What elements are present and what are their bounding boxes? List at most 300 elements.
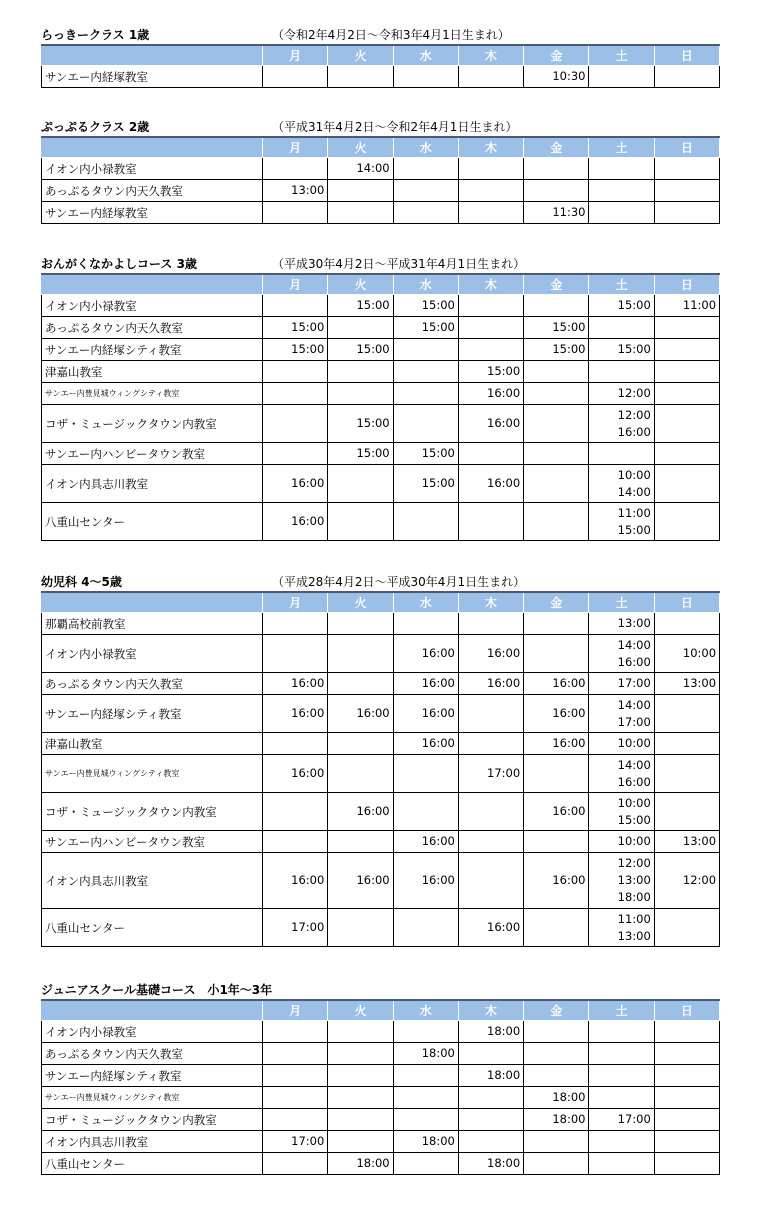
lesson-time-cell xyxy=(328,613,393,635)
weekday-header: 水 xyxy=(393,1000,458,1021)
weekday-header: 金 xyxy=(524,137,589,158)
lesson-time-cell xyxy=(458,405,523,443)
lesson-time: 17:00 xyxy=(291,920,325,934)
lesson-time: 13:00 xyxy=(682,834,717,848)
classroom-name: コザ・ミュージックタウン内教室 xyxy=(42,1109,263,1131)
lesson-time-cell xyxy=(263,180,328,202)
lesson-time-cell xyxy=(654,66,719,88)
lesson-time-cell xyxy=(393,695,458,733)
classroom-name: イオン内小禄教室 xyxy=(42,635,263,673)
lesson-time-cell xyxy=(458,909,523,947)
lesson-time-cell xyxy=(393,405,458,443)
lesson-time-cell xyxy=(524,909,589,947)
lesson-time-cell xyxy=(654,755,719,793)
lesson-time-cell xyxy=(393,339,458,361)
lesson-time: 15:00 xyxy=(552,320,586,334)
classroom-name: サンエー内豊見城ウィングシティ教室 xyxy=(42,1087,263,1109)
lesson-time-cell xyxy=(263,339,328,361)
classroom-name: サンエー内豊見城ウィングシティ教室 xyxy=(42,383,263,405)
schedule-section xyxy=(41,116,719,224)
classroom-name: サンエー内ハンビータウン教室 xyxy=(42,831,263,853)
lesson-time-cell xyxy=(589,383,654,405)
schedule-section xyxy=(41,253,719,541)
lesson-time-cell xyxy=(393,733,458,755)
classroom-row xyxy=(42,443,720,465)
lesson-time: 16:00 xyxy=(487,476,521,490)
lesson-time-cell xyxy=(393,831,458,853)
classroom-row xyxy=(42,202,720,224)
lesson-time-cell xyxy=(524,503,589,541)
weekday-header: 火 xyxy=(328,592,393,613)
lesson-time: 15:00 xyxy=(291,342,325,356)
lesson-time-cell xyxy=(393,853,458,909)
weekday-header: 火 xyxy=(328,274,393,295)
classroom-name: あっぷるタウン内天久教室 xyxy=(42,1043,263,1065)
lesson-time-cell xyxy=(263,673,328,695)
lesson-time-cell xyxy=(458,180,523,202)
lesson-time-cell xyxy=(263,1043,328,1065)
lesson-time: 11:00 xyxy=(617,911,651,926)
classroom-name: イオン内小禄教室 xyxy=(42,295,263,317)
lesson-time: 15:00 xyxy=(421,320,455,334)
lesson-time: 16:00 xyxy=(356,873,390,887)
lesson-time-cell xyxy=(393,443,458,465)
lesson-time-cell xyxy=(458,1043,523,1065)
weekday-header: 木 xyxy=(458,1000,523,1021)
classroom-column-header xyxy=(42,137,263,158)
lesson-time-cell xyxy=(393,1109,458,1131)
lesson-time-cell xyxy=(458,1021,523,1043)
lesson-time-cell xyxy=(328,1043,393,1065)
weekday-header: 水 xyxy=(393,592,458,613)
lesson-time: 16:00 xyxy=(552,804,586,818)
classroom-row xyxy=(42,1043,720,1065)
lesson-time-cell xyxy=(524,339,589,361)
lesson-time: 16:00 xyxy=(291,514,325,528)
lesson-time-cell xyxy=(393,1065,458,1087)
lesson-time-cell xyxy=(524,317,589,339)
lesson-time-cell xyxy=(393,909,458,947)
classroom-name: イオン内小禄教室 xyxy=(42,158,263,180)
classroom-column-header xyxy=(42,1000,263,1021)
lesson-time-cell xyxy=(328,361,393,383)
weekday-header: 火 xyxy=(328,45,393,66)
classroom-row xyxy=(42,66,720,88)
lesson-time-cell xyxy=(458,1153,523,1175)
lesson-time: 10:00 xyxy=(682,646,717,660)
lesson-time-cell xyxy=(328,339,393,361)
lesson-time-cell xyxy=(524,405,589,443)
lesson-time-cell xyxy=(458,695,523,733)
lesson-time-cell xyxy=(458,1131,523,1153)
classroom-name: あっぷるタウン内天久教室 xyxy=(42,673,263,695)
lesson-time-cell xyxy=(589,1087,654,1109)
lesson-time-cell xyxy=(458,339,523,361)
lesson-time-cell xyxy=(654,853,719,909)
schedule-section xyxy=(41,571,719,947)
lesson-time-cell xyxy=(328,1065,393,1087)
lesson-time-cell xyxy=(328,295,393,317)
lesson-time-cell xyxy=(263,383,328,405)
lesson-time-cell xyxy=(524,1065,589,1087)
lesson-time-cell xyxy=(589,755,654,793)
lesson-time-cell xyxy=(654,695,719,733)
lesson-time: 17:00 xyxy=(291,1134,325,1148)
lesson-time: 13:00 xyxy=(617,873,651,887)
lesson-time: 15:00 xyxy=(356,446,390,460)
lesson-time-cell xyxy=(328,503,393,541)
classroom-name: あっぷるタウン内天久教室 xyxy=(42,317,263,339)
classroom-name: サンエー内経塚教室 xyxy=(42,66,263,88)
lesson-time-cell xyxy=(589,909,654,947)
lesson-time-cell xyxy=(328,405,393,443)
lesson-time-cell xyxy=(328,793,393,831)
classroom-row xyxy=(42,853,720,909)
weekday-header: 金 xyxy=(524,1000,589,1021)
weekday-header: 木 xyxy=(458,274,523,295)
lesson-time: 18:00 xyxy=(552,1090,586,1104)
lesson-time-cell xyxy=(589,635,654,673)
classroom-row xyxy=(42,1065,720,1087)
weekday-header: 土 xyxy=(589,274,654,295)
lesson-time: 16:00 xyxy=(291,873,325,887)
lesson-time-cell xyxy=(393,503,458,541)
lesson-time-cell xyxy=(263,66,328,88)
schedule-table xyxy=(41,591,720,947)
lesson-time-cell xyxy=(654,503,719,541)
lesson-time: 14:00 xyxy=(356,161,390,175)
lesson-time-cell xyxy=(524,66,589,88)
weekday-header-row xyxy=(42,592,720,613)
lesson-time: 18:00 xyxy=(487,1024,521,1038)
lesson-time-cell xyxy=(589,66,654,88)
weekday-header: 水 xyxy=(393,45,458,66)
weekday-header-row xyxy=(42,1000,720,1021)
lesson-time-cell xyxy=(589,831,654,853)
weekday-header: 金 xyxy=(524,274,589,295)
lesson-time-cell xyxy=(393,383,458,405)
lesson-time-cell xyxy=(589,180,654,202)
lesson-time-cell xyxy=(328,1153,393,1175)
weekday-header: 日 xyxy=(654,137,719,158)
lesson-time-cell xyxy=(458,635,523,673)
lesson-time-cell xyxy=(654,295,719,317)
section-title: おんがくなかよしコース 3歳 xyxy=(41,257,197,271)
lesson-time: 16:00 xyxy=(552,676,586,690)
classroom-name: 那覇高校前教室 xyxy=(42,613,263,635)
classroom-row xyxy=(42,405,720,443)
weekday-header-row xyxy=(42,45,720,66)
lesson-time: 13:00 xyxy=(617,616,651,630)
lesson-time-cell xyxy=(328,755,393,793)
lesson-time-cell xyxy=(263,405,328,443)
lesson-time-cell xyxy=(524,295,589,317)
lesson-time-cell xyxy=(458,793,523,831)
lesson-time-cell xyxy=(524,1087,589,1109)
lesson-time-cell xyxy=(328,465,393,503)
section-birth-range: （平成28年4月2日～平成30年4月1日生まれ） xyxy=(272,575,526,589)
classroom-name: コザ・ミュージックタウン内教室 xyxy=(42,405,263,443)
lesson-time: 18:00 xyxy=(421,1134,455,1148)
lesson-time-cell xyxy=(458,383,523,405)
lesson-time-cell xyxy=(654,383,719,405)
classroom-row xyxy=(42,1131,720,1153)
classroom-name: イオン内具志川教室 xyxy=(42,465,263,503)
lesson-time-cell xyxy=(263,295,328,317)
lesson-time: 16:00 xyxy=(356,804,390,818)
schedule-section xyxy=(41,979,719,1175)
lesson-time: 12:00 xyxy=(617,386,651,400)
lesson-time-cell xyxy=(458,361,523,383)
lesson-time: 16:00 xyxy=(552,706,586,720)
lesson-time: 10:00 xyxy=(617,834,651,848)
lesson-time-cell xyxy=(654,793,719,831)
lesson-time-cell xyxy=(524,613,589,635)
lesson-time: 15:00 xyxy=(617,298,651,312)
lesson-time-cell xyxy=(393,361,458,383)
classroom-name: サンエー内経塚シティ教室 xyxy=(42,339,263,361)
lesson-time: 16:00 xyxy=(552,736,586,750)
lesson-time-cell xyxy=(263,443,328,465)
lesson-time-cell xyxy=(524,1109,589,1131)
lesson-time-cell xyxy=(524,1021,589,1043)
weekday-header: 土 xyxy=(589,592,654,613)
lesson-time-cell xyxy=(524,853,589,909)
lesson-time-cell xyxy=(589,443,654,465)
lesson-time-cell xyxy=(589,503,654,541)
lesson-time-cell xyxy=(458,317,523,339)
classroom-row xyxy=(42,158,720,180)
lesson-time: 16:00 xyxy=(291,676,325,690)
lesson-time: 15:00 xyxy=(421,298,455,312)
lesson-time-cell xyxy=(654,1043,719,1065)
lesson-time-cell xyxy=(589,793,654,831)
lesson-time: 18:00 xyxy=(487,1156,521,1170)
lesson-time: 15:00 xyxy=(421,446,455,460)
classroom-name: イオン内小禄教室 xyxy=(42,1021,263,1043)
weekday-header: 月 xyxy=(263,274,328,295)
lesson-time: 11:30 xyxy=(552,205,586,219)
classroom-name: 津嘉山教室 xyxy=(42,361,263,383)
section-title: らっきークラス 1歳 xyxy=(41,28,150,42)
lesson-time: 10:00 xyxy=(617,736,651,750)
lesson-time: 12:00 xyxy=(682,873,717,887)
lesson-time: 16:00 xyxy=(291,706,325,720)
lesson-time-cell xyxy=(393,1087,458,1109)
lesson-time-cell xyxy=(589,339,654,361)
lesson-time-cell xyxy=(654,405,719,443)
classroom-row xyxy=(42,295,720,317)
lesson-time-cell xyxy=(263,635,328,673)
lesson-time-cell xyxy=(654,909,719,947)
lesson-time: 15:00 xyxy=(617,522,651,537)
lesson-time-cell xyxy=(654,180,719,202)
weekday-header: 月 xyxy=(263,45,328,66)
weekday-header: 日 xyxy=(654,274,719,295)
section-header xyxy=(41,116,719,136)
lesson-time-cell xyxy=(524,158,589,180)
lesson-time: 16:00 xyxy=(617,654,651,669)
section-header xyxy=(41,253,719,273)
lesson-time-cell xyxy=(393,317,458,339)
lesson-time-cell xyxy=(458,66,523,88)
lesson-time-cell xyxy=(589,202,654,224)
lesson-time-cell xyxy=(654,317,719,339)
lesson-time-cell xyxy=(654,443,719,465)
lesson-time-cell xyxy=(524,635,589,673)
lesson-time: 16:00 xyxy=(617,774,651,789)
weekday-header: 木 xyxy=(458,137,523,158)
weekday-header: 土 xyxy=(589,45,654,66)
lesson-time: 15:00 xyxy=(421,476,455,490)
classroom-row xyxy=(42,503,720,541)
lesson-time-cell xyxy=(654,158,719,180)
lesson-time-cell xyxy=(328,673,393,695)
lesson-time-cell xyxy=(654,339,719,361)
lesson-time-cell xyxy=(328,66,393,88)
classroom-name: イオン内具志川教室 xyxy=(42,853,263,909)
lesson-time-cell xyxy=(328,1087,393,1109)
lesson-time-cell xyxy=(524,202,589,224)
lesson-time-cell xyxy=(328,383,393,405)
classroom-name: サンエー内経塚シティ教室 xyxy=(42,1065,263,1087)
lesson-time-cell xyxy=(524,1153,589,1175)
lesson-time-cell xyxy=(263,1109,328,1131)
lesson-time-cell xyxy=(589,673,654,695)
lesson-time-cell xyxy=(589,1109,654,1131)
weekday-header-row xyxy=(42,274,720,295)
classroom-row xyxy=(42,909,720,947)
weekday-header: 月 xyxy=(263,592,328,613)
classroom-name: サンエー内ハンビータウン教室 xyxy=(42,443,263,465)
lesson-time-cell xyxy=(328,909,393,947)
classroom-row xyxy=(42,613,720,635)
schedule-table xyxy=(41,999,720,1175)
lesson-time-cell xyxy=(393,613,458,635)
lesson-time-cell xyxy=(654,202,719,224)
lesson-time-cell xyxy=(524,443,589,465)
classroom-row xyxy=(42,755,720,793)
lesson-time-cell xyxy=(393,635,458,673)
weekday-header: 水 xyxy=(393,137,458,158)
lesson-time-cell xyxy=(328,853,393,909)
lesson-time-cell xyxy=(458,202,523,224)
classroom-name: 八重山センター xyxy=(42,503,263,541)
lesson-time: 14:00 xyxy=(617,637,651,652)
lesson-time: 16:00 xyxy=(291,766,325,780)
lesson-time-cell xyxy=(263,1131,328,1153)
lesson-time: 16:00 xyxy=(617,424,651,439)
lesson-time: 16:00 xyxy=(487,920,521,934)
classroom-row xyxy=(42,793,720,831)
lesson-time: 16:00 xyxy=(291,476,325,490)
lesson-time-cell xyxy=(589,1153,654,1175)
section-header xyxy=(41,979,719,999)
lesson-time-cell xyxy=(589,465,654,503)
lesson-time-cell xyxy=(458,295,523,317)
weekday-header-row xyxy=(42,137,720,158)
classroom-column-header xyxy=(42,592,263,613)
lesson-time-cell xyxy=(458,733,523,755)
weekday-header: 木 xyxy=(458,45,523,66)
section-header xyxy=(41,24,719,44)
classroom-column-header xyxy=(42,45,263,66)
lesson-time-cell xyxy=(654,465,719,503)
lesson-time-cell xyxy=(393,1153,458,1175)
lesson-time-cell xyxy=(263,909,328,947)
lesson-time-cell xyxy=(524,383,589,405)
lesson-time: 15:00 xyxy=(617,342,651,356)
classroom-row xyxy=(42,317,720,339)
lesson-time-cell xyxy=(393,1021,458,1043)
lesson-time-cell xyxy=(524,180,589,202)
lesson-time-cell xyxy=(458,1109,523,1131)
lesson-time-cell xyxy=(458,613,523,635)
lesson-time-cell xyxy=(589,158,654,180)
classroom-name: 津嘉山教室 xyxy=(42,733,263,755)
section-title: ぷっぷるクラス 2歳 xyxy=(41,120,150,134)
weekday-header: 木 xyxy=(458,592,523,613)
schedule-table xyxy=(41,44,720,88)
lesson-time-cell xyxy=(263,503,328,541)
lesson-time: 15:00 xyxy=(356,416,390,430)
lesson-time-cell xyxy=(524,793,589,831)
lesson-time: 18:00 xyxy=(356,1156,390,1170)
weekday-header: 金 xyxy=(524,592,589,613)
lesson-time: 15:00 xyxy=(487,364,521,378)
lesson-time-cell xyxy=(589,853,654,909)
section-title: 幼児科 4～5歳 xyxy=(41,575,122,589)
lesson-time-cell xyxy=(524,695,589,733)
classroom-name: あっぷるタウン内天久教室 xyxy=(42,180,263,202)
lesson-time-cell xyxy=(263,695,328,733)
lesson-time-cell xyxy=(654,1021,719,1043)
lesson-time: 12:00 xyxy=(617,856,651,870)
lesson-time-cell xyxy=(393,673,458,695)
lesson-time: 17:00 xyxy=(617,676,651,690)
weekday-header: 金 xyxy=(524,45,589,66)
lesson-time: 15:00 xyxy=(356,298,390,312)
weekday-header: 日 xyxy=(654,592,719,613)
lesson-time: 18:00 xyxy=(421,1046,455,1060)
lesson-time-cell xyxy=(654,613,719,635)
lesson-time: 16:00 xyxy=(487,416,521,430)
lesson-time-cell xyxy=(654,1153,719,1175)
lesson-time-cell xyxy=(328,733,393,755)
lesson-time-cell xyxy=(589,317,654,339)
lesson-time-cell xyxy=(328,443,393,465)
lesson-time-cell xyxy=(263,317,328,339)
lesson-time-cell xyxy=(393,158,458,180)
lesson-time: 13:00 xyxy=(291,183,325,197)
lesson-time-cell xyxy=(328,202,393,224)
lesson-time-cell xyxy=(524,733,589,755)
lesson-time-cell xyxy=(458,1065,523,1087)
lesson-time: 15:00 xyxy=(617,812,651,827)
classroom-row xyxy=(42,383,720,405)
lesson-time-cell xyxy=(263,202,328,224)
lesson-time-cell xyxy=(654,831,719,853)
lesson-time: 16:00 xyxy=(421,834,455,848)
lesson-time: 10:00 xyxy=(617,467,651,482)
weekday-header: 水 xyxy=(393,274,458,295)
lesson-time-cell xyxy=(458,443,523,465)
lesson-time-cell xyxy=(393,66,458,88)
lesson-time: 16:00 xyxy=(421,873,455,887)
lesson-time-cell xyxy=(654,1087,719,1109)
section-birth-range: （令和2年4月2日～令和3年4月1日生まれ） xyxy=(272,28,510,42)
lesson-time: 14:00 xyxy=(617,757,651,772)
